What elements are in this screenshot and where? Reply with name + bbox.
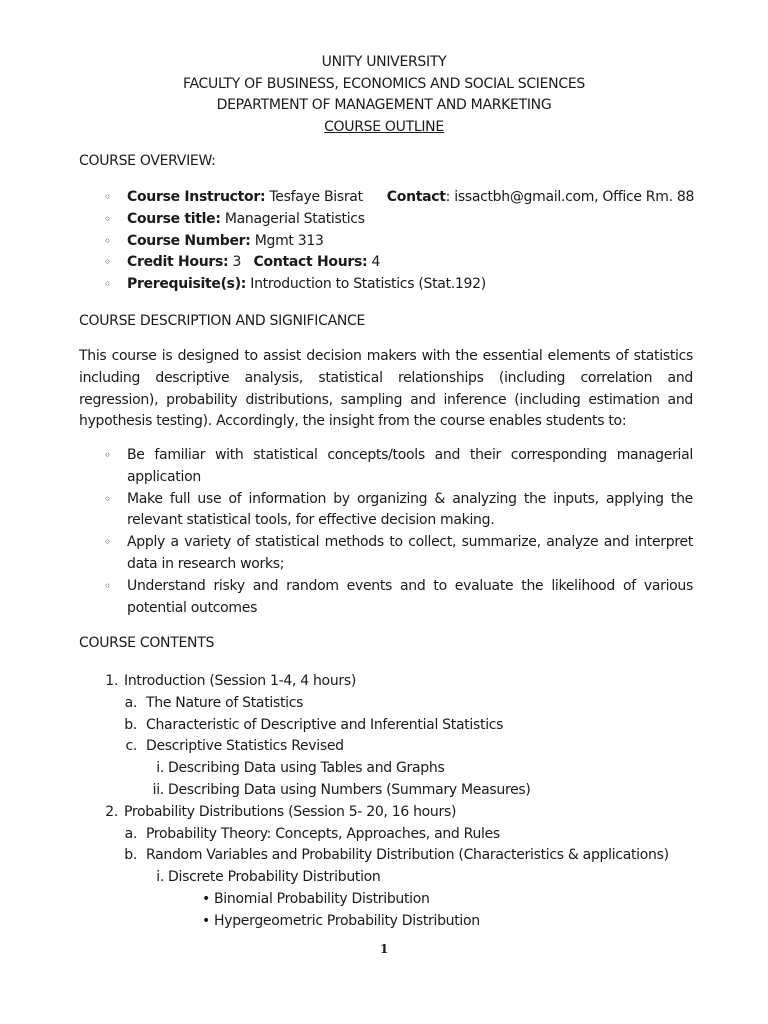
objective-item: ◦ Be familiar with statistical concepts/tools and their corresponding managerial application xyxy=(104,445,693,489)
course-title-item: ◦ Course title: Managerial Statistics xyxy=(104,209,694,231)
university-name: UNITY UNIVERSITY xyxy=(321,54,447,70)
document-header xyxy=(0,52,768,138)
course-number-item: ◦ Course Number: Mgmt 313 xyxy=(104,231,694,253)
document-title: COURSE OUTLINE xyxy=(324,118,444,135)
faculty-name: FACULTY OF BUSINESS, ECONOMICS AND SOCIAL SCIENCES xyxy=(183,75,585,92)
objective-item: ◦ Understand risky and random events and to evaluate the likelihood of various potential outcomes xyxy=(104,576,693,620)
objective-item: ◦ Apply a variety of statistical methods to collect, summarize, analyze and interpret data in research works; xyxy=(104,532,693,576)
page-number: 1 xyxy=(379,942,389,956)
description-paragraph: This course is designed to assist decision makers with the essential elements of statistics including descriptive analysis, statistical relationships (including correlation and regression), probability distributions, sampling and inference (including estimation and hypothesis testing). Accordingly, the insight from the course enables students to: xyxy=(79,348,693,430)
objectives-list xyxy=(104,445,693,619)
credit-hours-item: ◦ Credit Hours: 3 Contact Hours: 4 xyxy=(104,252,694,274)
instructor-item: ◦ Course Instructor: Tesfaye Bisrat Contact: issactbh@gmail.com, Office Rm. 88 xyxy=(104,187,694,209)
objective-item: ◦ Make full use of information by organizing & analyzing the inputs, applying the relevant statistical tools, for effective decision making. xyxy=(104,489,693,533)
department-name: DEPARTMENT OF MANAGEMENT AND MARKETING xyxy=(216,97,552,113)
overview-heading: COURSE OVERVIEW: xyxy=(79,153,216,169)
overview-list xyxy=(104,187,694,296)
contents-heading: COURSE CONTENTS xyxy=(79,635,215,651)
prerequisite-item: ◦ Prerequisite(s): Introduction to Statistics (Stat.192) xyxy=(104,274,694,296)
document-page: UNITY UNIVERSITY FACULTY OF BUSINESS, ECONOMICS AND SOCIAL SCIENCES DEPARTMENT OF MANAGEMENT AND MARKETING COURSE OUTLINE COURSE OVERVIEW: ◦ Course Instructor: Tesfaye Bisrat Contact: issactbh@gmail.com, Office Rm. 88 ◦ Course title: Managerial Statistics ◦ Course Number: Mgmt 313 ◦ Credit Hours: 3 Contact Hours: 4 ◦ Prerequisite(s): Introduction to Statistics (Stat.192) COURSE DESCRIPTION AND SIGNIFICANCE This course is designed to assist decision makers with the essential elements of statistics including descriptive analysis, statistical relationships (including correlation and regression), probability distributions, sampling and inference (including estimation and hypothesis testing). Accordingly, the insight from the course enables students to: ◦ Be familiar with statistical concepts/tools and their corresponding managerial application ◦ Make full use of information by organizing & analyzing the inputs, applying the relevant statistical tools, for effective decision making. ◦ Apply a variety of statistical methods to collect, summarize, analyze and interpret data in research works; ◦ Understand risky and random events and to evaluate the likelihood of various potential outcomes COURSE CONTENTS 1. Introduction (Session 1-4, 4 hours) a. The Nature of Statistics b. Characteristic of Descriptive and Inferential Statistics c. Descriptive Statistics Revised i. Describing Data using Tables and Graphs ii. Describing Data using Numbers (Summary Measures) 2. Probability Distributions (Session 5- 20, 16 hours) a. Probability Theory: Concepts, Approaches, and Rules b. Random Variables and Probability Distribution (Characteristics & applications) i. Discrete Probability Distribution • Binomial Probability Distribution • Hypergeometric Probability Distribution 1 xyxy=(0,0,768,1024)
description-heading: COURSE DESCRIPTION AND SIGNIFICANCE xyxy=(79,313,366,329)
